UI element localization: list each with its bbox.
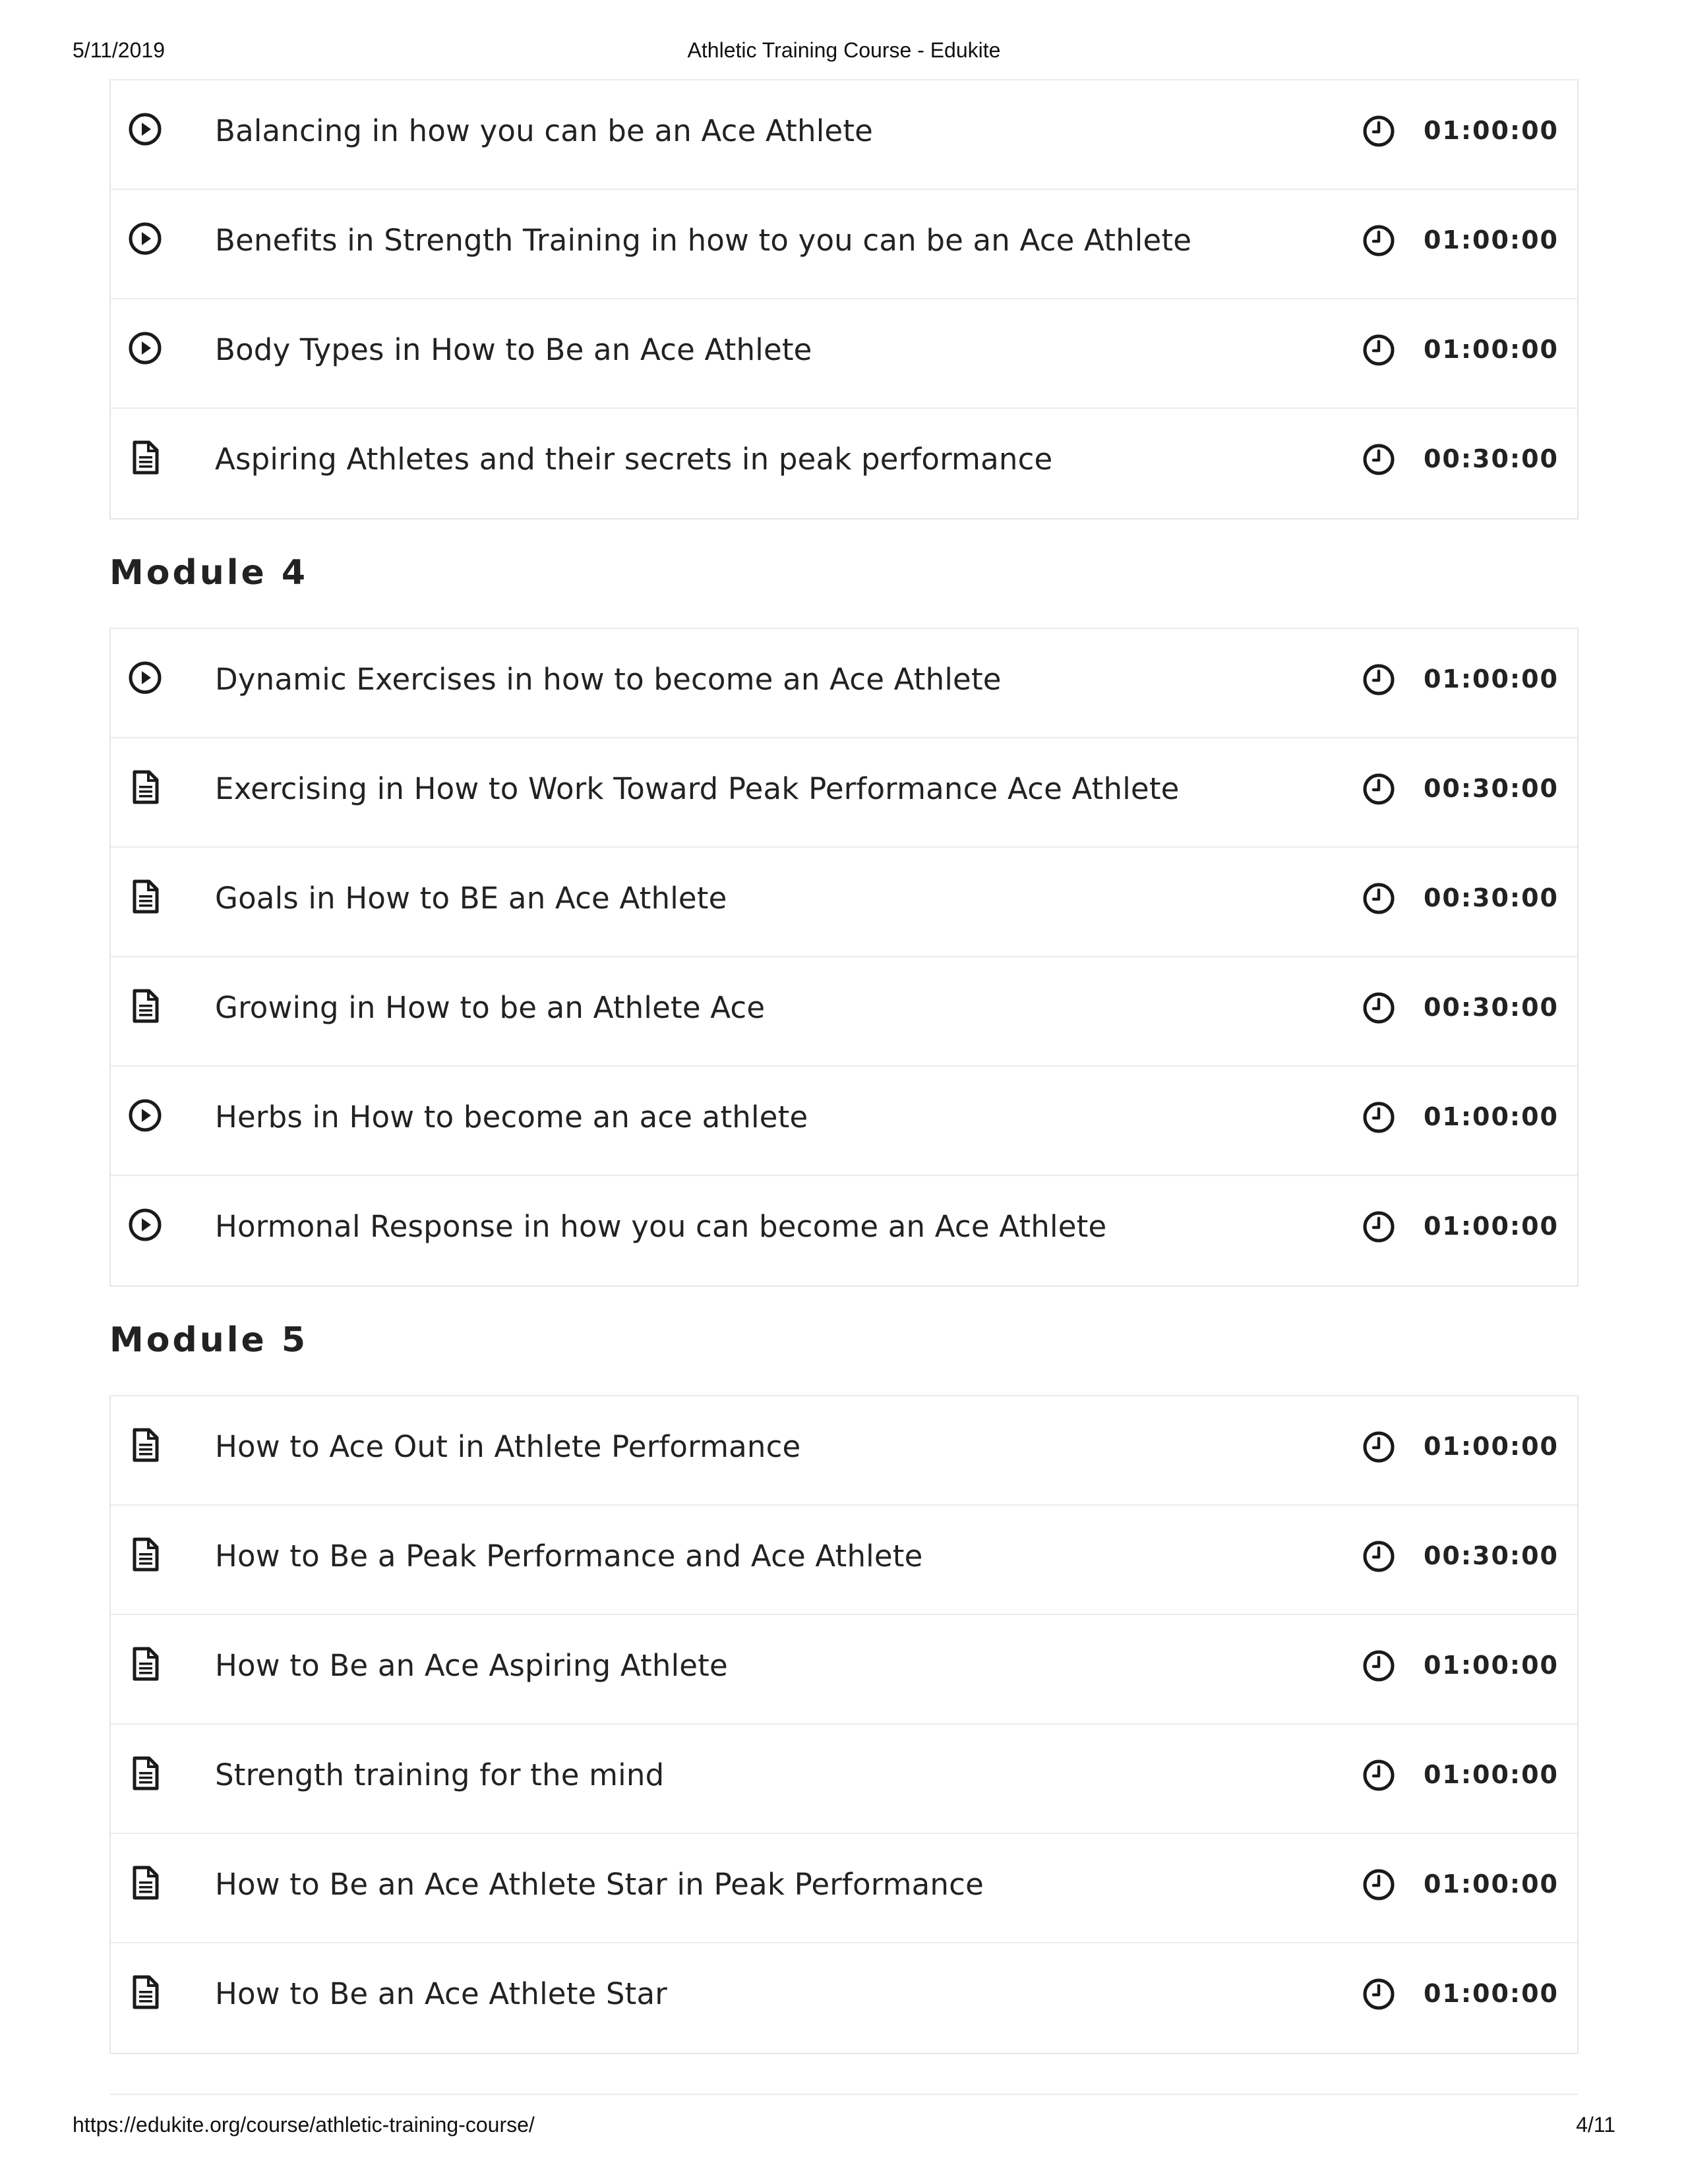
lesson-row[interactable] [111, 299, 1577, 409]
play-circle-icon [127, 111, 164, 148]
lesson-title[interactable]: Dynamic Exercises in how to become an Ace Athlete [215, 662, 1002, 697]
lesson-row[interactable] [111, 957, 1577, 1067]
lesson-duration: 01:00:00 [1423, 1212, 1559, 1241]
document-icon [127, 439, 164, 476]
lesson-duration: 01:00:00 [1423, 1760, 1559, 1789]
document-icon [127, 1536, 164, 1573]
play-circle-icon [127, 1097, 164, 1134]
clock-icon [1361, 881, 1397, 916]
clock-icon [1361, 223, 1397, 258]
module-4-section [109, 518, 1579, 1287]
lesson-title[interactable]: How to Be a Peak Performance and Ace Athlete [215, 1539, 923, 1574]
module-heading: Module 4 [109, 553, 309, 593]
document-icon [127, 1645, 164, 1682]
lesson-duration: 01:00:00 [1423, 116, 1559, 145]
lesson-row[interactable] [111, 190, 1577, 299]
clock-icon [1361, 113, 1397, 149]
lesson-list-module-5 [109, 1395, 1579, 2054]
lesson-duration: 01:00:00 [1423, 225, 1559, 254]
lesson-duration: 01:00:00 [1423, 1102, 1559, 1131]
clock-icon [1361, 1648, 1397, 1684]
clock-icon [1361, 771, 1397, 807]
lesson-duration: 00:30:00 [1423, 993, 1559, 1022]
clock-icon [1361, 1976, 1397, 2012]
lesson-title[interactable]: Aspiring Athletes and their secrets in peak performance [215, 442, 1053, 477]
lesson-title[interactable]: Growing in How to be an Athlete Ace [215, 990, 766, 1025]
lesson-title[interactable]: How to Be an Ace Aspiring Athlete [215, 1648, 728, 1683]
document-icon [127, 988, 164, 1024]
lesson-duration: 00:30:00 [1423, 1541, 1559, 1570]
lesson-duration: 00:30:00 [1423, 444, 1559, 473]
lesson-list-module-3 [109, 79, 1579, 519]
lesson-duration: 01:00:00 [1423, 1979, 1559, 2008]
clock-icon [1361, 662, 1397, 697]
course-curriculum [109, 79, 1579, 519]
lesson-title[interactable]: Benefits in Strength Training in how to you can be an Ace Athlete [215, 223, 1192, 258]
page-url: https://edukite.org/course/athletic-training-course/ [73, 2113, 535, 2137]
lesson-row[interactable] [111, 80, 1577, 190]
document-icon [127, 1864, 164, 1901]
lesson-duration: 01:00:00 [1423, 1870, 1559, 1899]
lesson-duration: 00:30:00 [1423, 774, 1559, 803]
module-5-section [109, 1285, 1579, 2054]
lesson-title[interactable]: Exercising in How to Work Toward Peak Performance Ace Athlete [215, 771, 1180, 806]
lesson-row[interactable] [111, 1396, 1577, 1506]
lesson-duration: 01:00:00 [1423, 664, 1559, 694]
clock-icon [1361, 442, 1397, 477]
lesson-row[interactable] [111, 738, 1577, 848]
print-header [0, 38, 1688, 65]
play-circle-icon [127, 1206, 164, 1243]
lesson-title[interactable]: Herbs in How to become an ace athlete [215, 1100, 808, 1135]
page-number: 4/11 [1576, 2113, 1615, 2137]
document-icon [127, 878, 164, 915]
clock-icon [1361, 1757, 1397, 1793]
print-title: Athletic Training Course - Edukite [687, 38, 1001, 62]
lesson-title[interactable]: How to Be an Ace Athlete Star [215, 1976, 668, 2011]
document-icon [127, 1755, 164, 1792]
clock-icon [1361, 332, 1397, 368]
lesson-row[interactable] [111, 1943, 1577, 2053]
play-circle-icon [127, 659, 164, 696]
lesson-title[interactable]: Strength training for the mind [215, 1757, 665, 1792]
lesson-title[interactable]: How to Be an Ace Athlete Star in Peak Performance [215, 1867, 984, 1902]
lesson-row[interactable] [111, 629, 1577, 738]
lesson-duration: 00:30:00 [1423, 883, 1559, 912]
document-icon [127, 769, 164, 806]
document-icon [127, 1974, 164, 2011]
clock-icon [1361, 990, 1397, 1026]
print-footer [0, 2113, 1688, 2139]
clock-icon [1361, 1539, 1397, 1574]
lesson-row[interactable] [111, 1506, 1577, 1615]
lesson-duration: 01:00:00 [1423, 335, 1559, 364]
lesson-row[interactable] [111, 1725, 1577, 1834]
lesson-title[interactable]: Body Types in How to Be an Ace Athlete [215, 332, 812, 367]
lesson-row[interactable] [111, 1067, 1577, 1176]
document-icon [127, 1427, 164, 1463]
lesson-duration: 01:00:00 [1423, 1432, 1559, 1461]
footer-divider [109, 2094, 1579, 2095]
print-date: 5/11/2019 [73, 38, 165, 62]
clock-icon [1361, 1100, 1397, 1135]
module-heading: Module 5 [109, 1320, 309, 1360]
play-circle-icon [127, 330, 164, 367]
lesson-title[interactable]: Hormonal Response in how you can become an Ace Athlete [215, 1209, 1107, 1244]
lesson-row[interactable] [111, 1615, 1577, 1725]
lesson-row[interactable] [111, 848, 1577, 957]
lesson-list-module-4 [109, 628, 1579, 1287]
clock-icon [1361, 1867, 1397, 1903]
lesson-title[interactable]: How to Ace Out in Athlete Performance [215, 1429, 801, 1464]
lesson-row[interactable] [111, 1834, 1577, 1943]
lesson-row[interactable] [111, 1176, 1577, 1285]
lesson-title[interactable]: Balancing in how you can be an Ace Athlete [215, 113, 874, 148]
lesson-title[interactable]: Goals in How to BE an Ace Athlete [215, 881, 727, 916]
lesson-row[interactable] [111, 409, 1577, 518]
play-circle-icon [127, 220, 164, 257]
clock-icon [1361, 1209, 1397, 1245]
clock-icon [1361, 1429, 1397, 1465]
lesson-duration: 01:00:00 [1423, 1651, 1559, 1680]
